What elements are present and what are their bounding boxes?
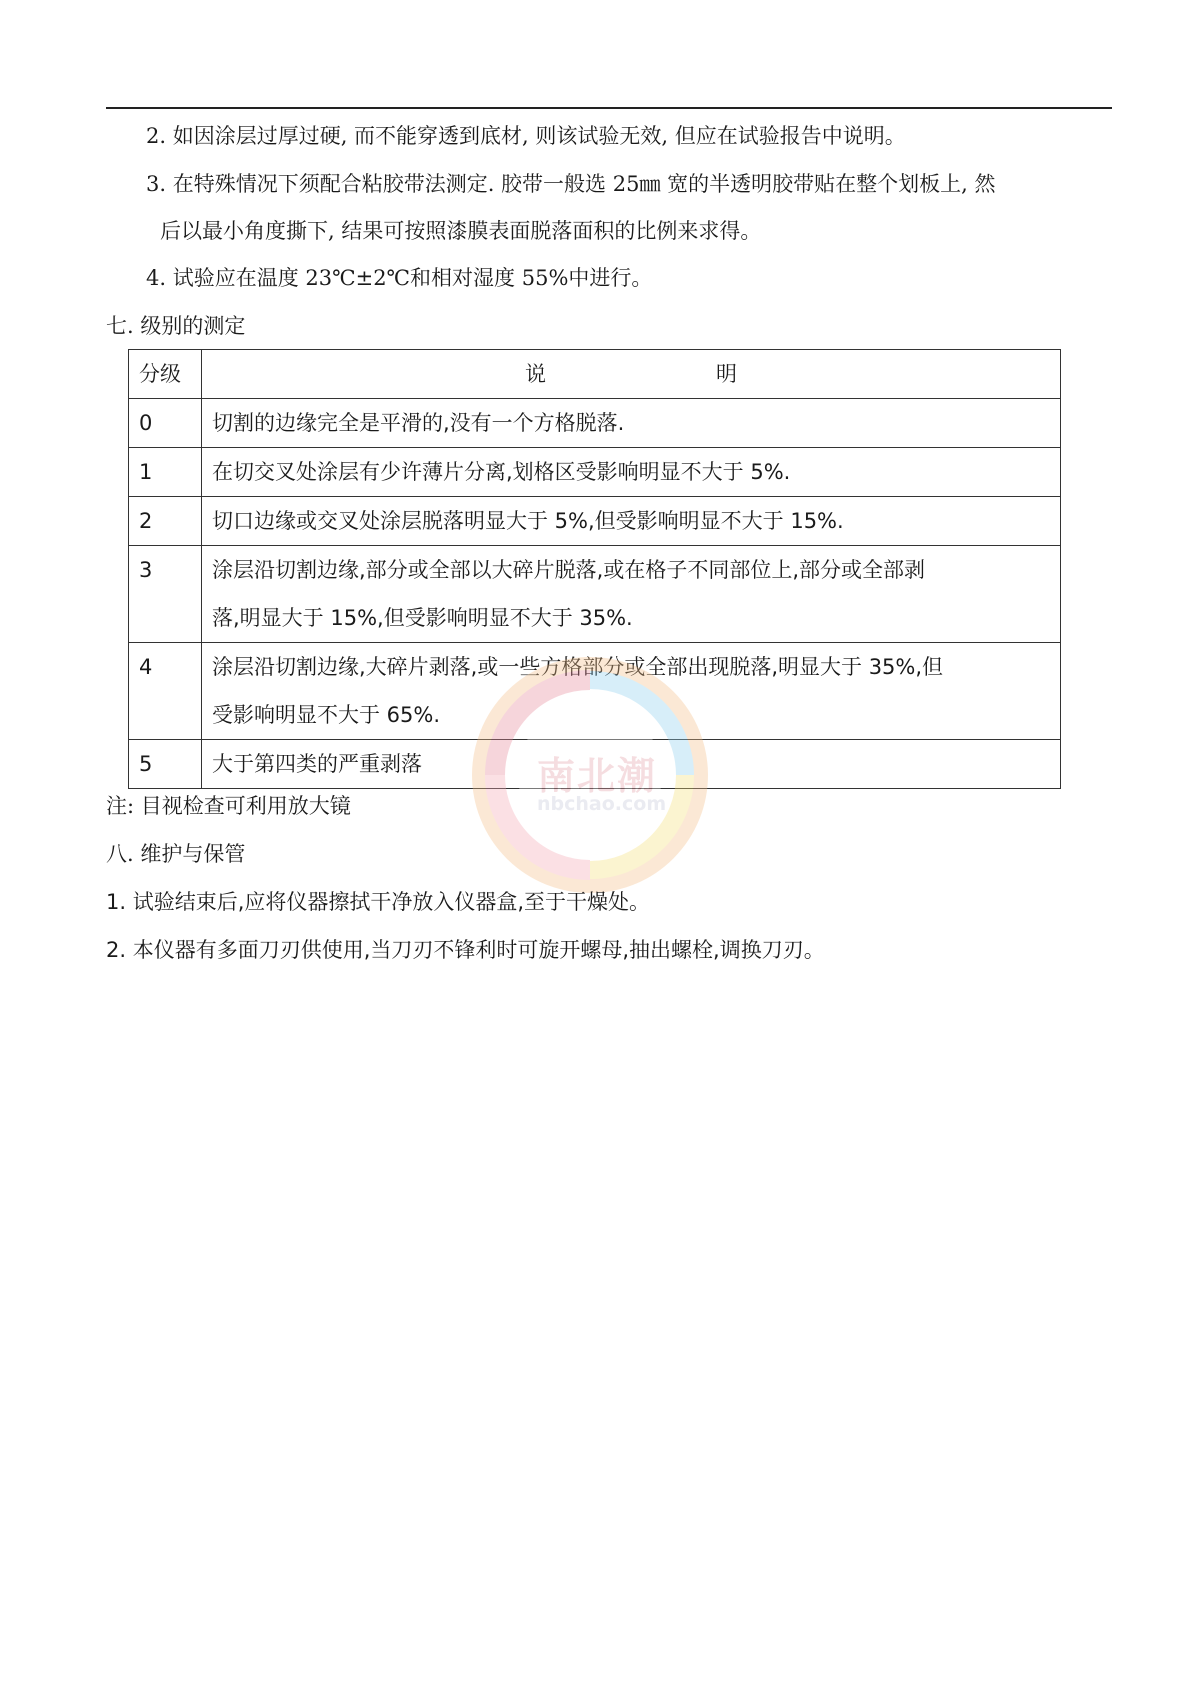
grade-cell: 2 [129, 497, 202, 546]
table-row [129, 448, 1061, 497]
grade-cell: 3 [129, 546, 202, 643]
description-cell [202, 399, 1061, 448]
section-8-title: 八. 维护与保管 [106, 842, 246, 866]
table-header-row [129, 350, 1061, 399]
table-row [129, 399, 1061, 448]
description-cell [202, 497, 1061, 546]
paragraph-item-3-line-2: 后以最小角度撕下, 结果可按照漆膜表面脱落面积的比例来求得。 [160, 219, 762, 243]
table-row [129, 546, 1061, 643]
description-line: 涂层沿切割边缘,大碎片剥落,或一些方格部分或全部出现脱落,明显大于 35%,但 [212, 655, 944, 679]
note-text: 注: 目视检查可利用放大镜 [106, 794, 351, 818]
description-line: 涂层沿切割边缘,部分或全部以大碎片脱落,或在格子不同部位上,部分或全部剥 [212, 558, 926, 582]
description-line: 切割的边缘完全是平滑的,没有一个方格脱落. [212, 411, 625, 435]
watermark-site-text: nbchao.com [537, 793, 667, 815]
grade-cell: 5 [129, 740, 202, 789]
description-line: 受影响明显不大于 65%. [212, 703, 441, 727]
grade-cell: 1 [129, 448, 202, 497]
description-line: 大于第四类的严重剥落 [212, 752, 422, 776]
header-desc-char-1: 说 [525, 362, 546, 386]
grade-table [128, 349, 1061, 789]
description-line: 在切交叉处涂层有少许薄片分离,划格区受影响明显不大于 5%. [212, 460, 791, 484]
grade-cell: 0 [129, 399, 202, 448]
header-description [202, 350, 1061, 399]
paragraph-item-2: 2. 如因涂层过厚过硬, 而不能穿透到底材, 则该试验无效, 但应在试验报告中说明。 [146, 124, 906, 148]
watermark-logo-text: 南北潮 [537, 754, 658, 798]
header-grade: 分级 [129, 350, 202, 399]
grade-cell: 4 [129, 643, 202, 740]
description-cell [202, 546, 1061, 643]
description-line: 切口边缘或交叉处涂层脱落明显大于 5%,但受影响明显不大于 15%. [212, 509, 844, 533]
maintenance-item-1: 1. 试验结束后,应将仪器擦拭干净放入仪器盒,至于干燥处。 [106, 890, 651, 914]
header-rule [106, 107, 1112, 109]
description-cell [202, 448, 1061, 497]
header-desc-char-2: 明 [716, 362, 737, 386]
table-row [129, 643, 1061, 740]
description-line: 落,明显大于 15%,但受影响明显不大于 35%. [212, 606, 633, 630]
description-cell [202, 643, 1061, 740]
paragraph-item-3-line-1: 3. 在特殊情况下须配合粘胶带法测定. 胶带一般选 25㎜ 宽的半透明胶带贴在整个划板上, 然 [146, 172, 996, 196]
table-row [129, 497, 1061, 546]
paragraph-item-4: 4. 试验应在温度 23℃±2℃和相对湿度 55%中进行。 [146, 266, 653, 290]
section-7-title: 七. 级别的测定 [106, 314, 246, 338]
maintenance-item-2: 2. 本仪器有多面刀刃供使用,当刀刃不锋利时可旋开螺母,抽出螺栓,调换刀刃。 [106, 938, 825, 962]
